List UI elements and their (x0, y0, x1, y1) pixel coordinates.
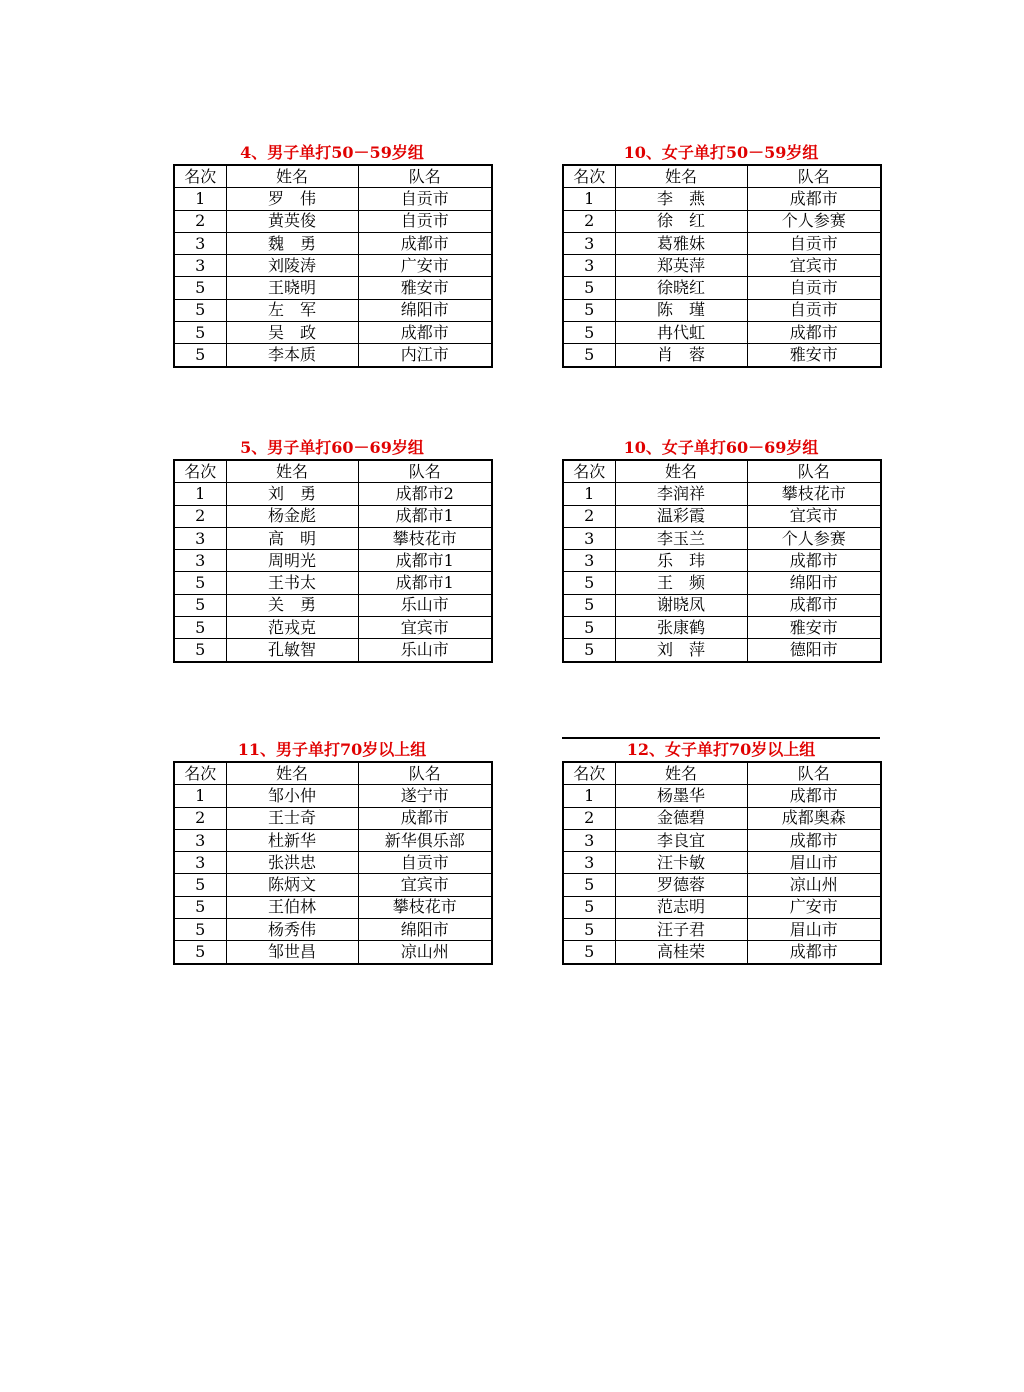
team-cell: 宜宾市 (358, 617, 492, 639)
team-cell: 自贡市 (747, 299, 881, 321)
name-cell: 汪子君 (615, 919, 747, 941)
team-header: 队名 (358, 762, 492, 785)
name-cell: 范志明 (615, 896, 747, 918)
table-row (174, 785, 492, 807)
table-row (174, 896, 492, 918)
team-cell: 德阳市 (747, 639, 881, 662)
team-cell: 成都市 (747, 188, 881, 210)
header-row (563, 460, 881, 483)
name-cell: 王 频 (615, 572, 747, 594)
team-cell: 乐山市 (358, 594, 492, 616)
name-cell: 谢晓凤 (615, 594, 747, 616)
rank-cell: 2 (563, 210, 615, 232)
rank-cell: 5 (563, 919, 615, 941)
name-cell: 刘陵涛 (226, 255, 358, 277)
team-cell: 成都市 (747, 941, 881, 964)
rank-header: 名次 (563, 460, 615, 483)
team-cell: 眉山市 (747, 919, 881, 941)
team-cell: 成都市1 (358, 572, 492, 594)
rank-cell: 3 (174, 232, 226, 254)
team-cell: 新华俱乐部 (358, 829, 492, 851)
name-cell: 徐晓红 (615, 277, 747, 299)
rank-header: 名次 (174, 762, 226, 785)
results-table (173, 164, 493, 368)
rank-cell: 2 (174, 210, 226, 232)
rank-cell: 2 (563, 807, 615, 829)
table-row (563, 572, 881, 594)
table-row (563, 852, 881, 874)
table-row (563, 550, 881, 572)
team-cell: 攀枝花市 (747, 483, 881, 505)
name-cell: 肖 蓉 (615, 344, 747, 367)
name-cell: 左 军 (226, 299, 358, 321)
name-cell: 王士奇 (226, 807, 358, 829)
table-row (563, 188, 881, 210)
name-cell: 李玉兰 (615, 527, 747, 549)
rank-cell: 5 (563, 874, 615, 896)
table-row (174, 232, 492, 254)
team-cell: 攀枝花市 (358, 527, 492, 549)
name-cell: 李本质 (226, 344, 358, 367)
team-cell: 内江市 (358, 344, 492, 367)
name-cell: 魏 勇 (226, 232, 358, 254)
name-cell: 陈 瑾 (615, 299, 747, 321)
team-header: 队名 (358, 165, 492, 188)
name-cell: 王伯林 (226, 896, 358, 918)
team-cell: 成都市1 (358, 550, 492, 572)
rank-cell: 5 (563, 344, 615, 367)
team-cell: 成都市 (747, 594, 881, 616)
rank-cell: 5 (174, 594, 226, 616)
header-row (174, 762, 492, 785)
name-cell: 高桂荣 (615, 941, 747, 964)
name-cell: 邹世昌 (226, 941, 358, 964)
table-row (563, 829, 881, 851)
name-cell: 罗 伟 (226, 188, 358, 210)
table-block-women-70-plus (562, 737, 880, 965)
rank-cell: 5 (563, 594, 615, 616)
table-row (563, 255, 881, 277)
table-block-women-50-59 (562, 142, 880, 368)
table-title: 5、男子单打60－69岁组 (240, 438, 424, 457)
table-row (563, 874, 881, 896)
table-row (174, 299, 492, 321)
table-row (563, 807, 881, 829)
name-cell: 刘 萍 (615, 639, 747, 662)
table-row (174, 344, 492, 367)
team-cell: 自贡市 (747, 232, 881, 254)
team-cell: 自贡市 (358, 210, 492, 232)
rank-cell: 3 (563, 550, 615, 572)
team-cell: 成都奥森 (747, 807, 881, 829)
name-cell: 杨金彪 (226, 505, 358, 527)
rank-cell: 2 (174, 807, 226, 829)
table-row (174, 941, 492, 964)
team-cell: 个人参赛 (747, 527, 881, 549)
table-title: 4、男子单打50－59岁组 (240, 143, 424, 162)
team-cell: 个人参赛 (747, 210, 881, 232)
table-row (174, 829, 492, 851)
rank-header: 名次 (563, 762, 615, 785)
team-cell: 宜宾市 (747, 505, 881, 527)
name-cell: 杨墨华 (615, 785, 747, 807)
table-row (563, 527, 881, 549)
name-cell: 张洪忠 (226, 852, 358, 874)
rank-cell: 3 (563, 232, 615, 254)
table-block-men-50-59 (173, 142, 491, 368)
results-table (562, 761, 882, 965)
team-cell: 成都市 (747, 322, 881, 344)
team-cell: 宜宾市 (358, 874, 492, 896)
header-row (563, 165, 881, 188)
rank-cell: 1 (174, 483, 226, 505)
rank-cell: 5 (174, 344, 226, 367)
header-row (174, 460, 492, 483)
table-row (174, 919, 492, 941)
results-table (173, 459, 493, 663)
name-cell: 郑英萍 (615, 255, 747, 277)
rank-cell: 5 (174, 919, 226, 941)
team-cell: 成都市 (747, 829, 881, 851)
rank-cell: 5 (174, 617, 226, 639)
name-cell: 陈炳文 (226, 874, 358, 896)
name-cell: 罗德蓉 (615, 874, 747, 896)
name-cell: 李润祥 (615, 483, 747, 505)
name-cell: 杜新华 (226, 829, 358, 851)
table-block-men-60-69 (173, 437, 491, 663)
name-cell: 黄英俊 (226, 210, 358, 232)
rank-cell: 5 (174, 322, 226, 344)
name-cell: 刘 勇 (226, 483, 358, 505)
name-cell: 王书太 (226, 572, 358, 594)
rank-cell: 2 (563, 505, 615, 527)
team-cell: 雅安市 (747, 617, 881, 639)
name-cell: 杨秀伟 (226, 919, 358, 941)
rank-cell: 1 (563, 785, 615, 807)
team-cell: 成都市 (747, 785, 881, 807)
table-row (563, 594, 881, 616)
team-cell: 广安市 (747, 896, 881, 918)
table-title: 12、女子单打70岁以上组 (562, 737, 880, 761)
team-cell: 攀枝花市 (358, 896, 492, 918)
table-row (174, 639, 492, 662)
rank-cell: 3 (563, 255, 615, 277)
name-cell: 范戎克 (226, 617, 358, 639)
table-row (174, 188, 492, 210)
name-cell: 孔敏智 (226, 639, 358, 662)
name-cell: 周明光 (226, 550, 358, 572)
team-cell: 自贡市 (358, 852, 492, 874)
team-cell: 成都市 (747, 550, 881, 572)
rank-cell: 1 (174, 188, 226, 210)
team-cell: 凉山州 (358, 941, 492, 964)
table-row (563, 322, 881, 344)
team-cell: 成都市1 (358, 505, 492, 527)
rank-cell: 1 (563, 483, 615, 505)
team-cell: 雅安市 (747, 344, 881, 367)
name-header: 姓名 (226, 165, 358, 188)
rank-cell: 5 (563, 896, 615, 918)
table-row (563, 483, 881, 505)
name-cell: 冉代虹 (615, 322, 747, 344)
rank-cell: 3 (174, 829, 226, 851)
rank-cell: 5 (174, 874, 226, 896)
team-cell: 绵阳市 (358, 299, 492, 321)
table-row (563, 941, 881, 964)
table-row (174, 505, 492, 527)
name-cell: 李 燕 (615, 188, 747, 210)
rank-cell: 5 (174, 277, 226, 299)
name-cell: 汪卡敏 (615, 852, 747, 874)
name-cell: 乐 玮 (615, 550, 747, 572)
table-row (174, 322, 492, 344)
team-cell: 宜宾市 (747, 255, 881, 277)
table-row (174, 483, 492, 505)
team-header: 队名 (747, 460, 881, 483)
team-cell: 广安市 (358, 255, 492, 277)
rank-cell: 5 (563, 322, 615, 344)
table-row (563, 919, 881, 941)
team-cell: 成都市 (358, 232, 492, 254)
results-table (562, 164, 882, 368)
rank-cell: 3 (563, 852, 615, 874)
rank-header: 名次 (174, 460, 226, 483)
table-row (174, 852, 492, 874)
table-title: 10、女子单打50－59岁组 (623, 143, 819, 162)
rank-cell: 5 (563, 639, 615, 662)
name-cell: 关 勇 (226, 594, 358, 616)
table-row (563, 639, 881, 662)
rank-cell: 3 (174, 255, 226, 277)
header-row (563, 762, 881, 785)
table-row (174, 277, 492, 299)
team-cell: 自贡市 (747, 277, 881, 299)
rank-cell: 3 (174, 550, 226, 572)
rank-header: 名次 (174, 165, 226, 188)
rank-cell: 1 (563, 188, 615, 210)
team-cell: 遂宁市 (358, 785, 492, 807)
team-cell: 成都市 (358, 322, 492, 344)
name-cell: 高 明 (226, 527, 358, 549)
name-header: 姓名 (226, 762, 358, 785)
team-header: 队名 (747, 165, 881, 188)
team-header: 队名 (747, 762, 881, 785)
name-cell: 葛雅妹 (615, 232, 747, 254)
rank-cell: 3 (174, 852, 226, 874)
table-row (563, 232, 881, 254)
table-title: 11、男子单打70岁以上组 (237, 740, 427, 759)
team-cell: 成都市 (358, 807, 492, 829)
table-row (174, 527, 492, 549)
name-cell: 吴 政 (226, 322, 358, 344)
name-header: 姓名 (615, 762, 747, 785)
name-cell: 徐 红 (615, 210, 747, 232)
table-title: 10、女子单打60－69岁组 (623, 438, 819, 457)
rank-cell: 3 (563, 829, 615, 851)
team-cell: 乐山市 (358, 639, 492, 662)
team-cell: 雅安市 (358, 277, 492, 299)
team-cell: 绵阳市 (747, 572, 881, 594)
name-cell: 李良宜 (615, 829, 747, 851)
table-row (563, 896, 881, 918)
name-cell: 金德碧 (615, 807, 747, 829)
rank-cell: 5 (174, 572, 226, 594)
name-header: 姓名 (615, 165, 747, 188)
table-row (174, 617, 492, 639)
name-header: 姓名 (615, 460, 747, 483)
table-row (174, 874, 492, 896)
rank-cell: 3 (563, 527, 615, 549)
table-row (563, 277, 881, 299)
rank-cell: 2 (174, 505, 226, 527)
name-cell: 邹小仲 (226, 785, 358, 807)
team-cell: 凉山州 (747, 874, 881, 896)
table-row (174, 550, 492, 572)
table-row (563, 785, 881, 807)
table-row (563, 617, 881, 639)
team-cell: 眉山市 (747, 852, 881, 874)
rank-cell: 5 (563, 299, 615, 321)
results-table (173, 761, 493, 965)
team-cell: 绵阳市 (358, 919, 492, 941)
table-row (174, 594, 492, 616)
header-row (174, 165, 492, 188)
table-row (174, 572, 492, 594)
name-cell: 温彩霞 (615, 505, 747, 527)
rank-cell: 3 (174, 527, 226, 549)
table-row (174, 255, 492, 277)
table-row (563, 344, 881, 367)
rank-cell: 5 (563, 617, 615, 639)
rank-cell: 5 (563, 941, 615, 964)
table-block-women-60-69 (562, 437, 880, 663)
name-header: 姓名 (226, 460, 358, 483)
rank-cell: 5 (174, 639, 226, 662)
table-row (174, 210, 492, 232)
table-block-men-70-plus (173, 739, 491, 965)
table-row (563, 299, 881, 321)
team-cell: 自贡市 (358, 188, 492, 210)
rank-header: 名次 (563, 165, 615, 188)
results-table (562, 459, 882, 663)
table-row (563, 505, 881, 527)
rank-cell: 5 (174, 896, 226, 918)
rank-cell: 5 (563, 277, 615, 299)
table-row (174, 807, 492, 829)
rank-cell: 5 (174, 299, 226, 321)
name-cell: 王晓明 (226, 277, 358, 299)
rank-cell: 5 (174, 941, 226, 964)
rank-cell: 1 (174, 785, 226, 807)
name-cell: 张康鹤 (615, 617, 747, 639)
team-cell: 成都市2 (358, 483, 492, 505)
rank-cell: 5 (563, 572, 615, 594)
table-row (563, 210, 881, 232)
team-header: 队名 (358, 460, 492, 483)
